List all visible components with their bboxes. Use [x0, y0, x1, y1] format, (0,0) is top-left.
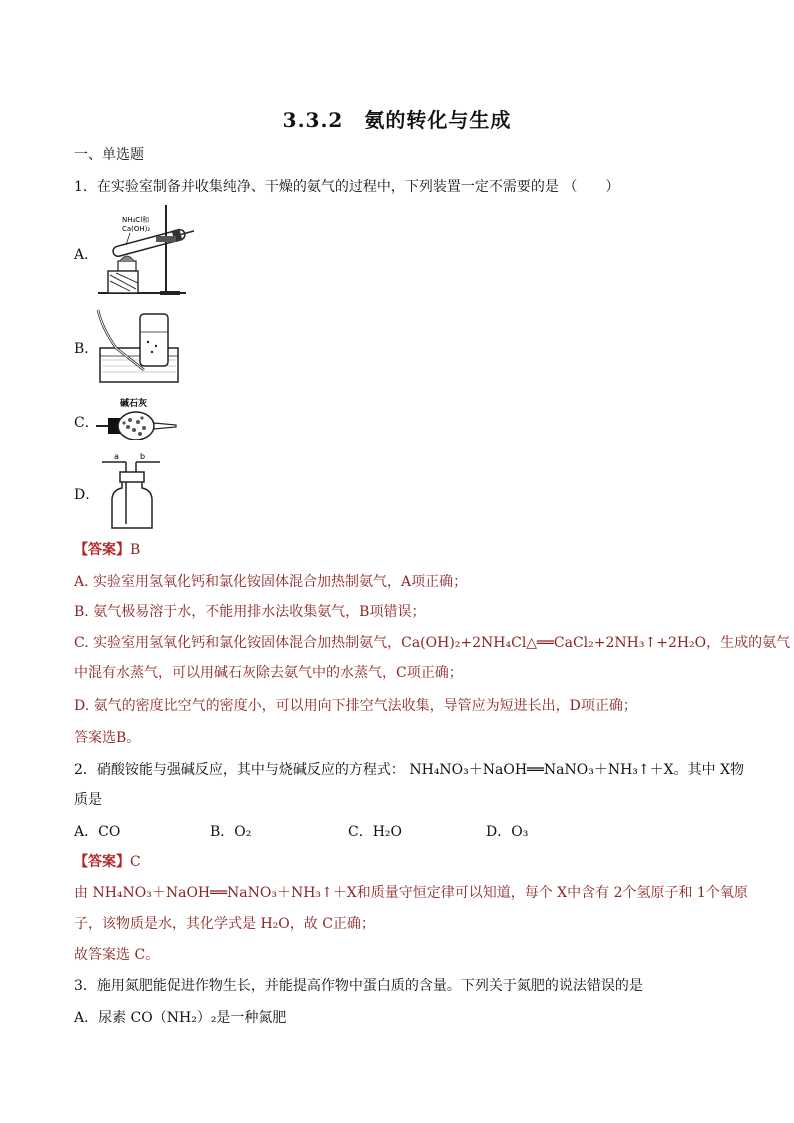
q1-option-c-label: C． [74, 415, 99, 431]
q3-stem: 3．施用氮肥能促进作物生长，并能提高作物中蛋白质的含量。下列关于氮肥的说法错误的是 [74, 978, 643, 994]
reagent-label-1: NH₄Cl和 [122, 216, 150, 224]
reagent-label-2: Ca(OH)₂ [122, 225, 151, 233]
q1-stem: 1．在实验室制备并收集纯净、干燥的氨气的过程中，下列装置一定不需要的是 （ ） [74, 179, 620, 195]
tube-a-label: a [114, 452, 119, 461]
gas-bottle-figure [96, 450, 168, 530]
answer-value: B [130, 542, 141, 558]
page-title: 3.3.2 氨的转化与生成 [282, 108, 512, 132]
q1-explain-d: D. 氨气的密度比空气的密度小，可以用向下排空气法收集，导管应为短进长出，D项正确； [74, 698, 637, 714]
q1-answer-line [74, 541, 140, 559]
q2-answer-line [74, 853, 141, 871]
q2-stem-line2: 质是 [74, 792, 102, 808]
q1-explain-c2: 中混有水蒸气，可以用碱石灰除去氨气中的水蒸气，C项正确； [74, 665, 463, 681]
q2-explain-line2: 子，该物质是水，其化学式是 H₂O，故 C正确； [74, 916, 375, 932]
tube-b-label: b [140, 452, 146, 461]
q2-explain-line1: 由 NH₄NO₃＋NaOH══NaNO₃＋NH₃↑＋X和质量守恒定律可以知道，每个 X中含有 2个氢原子和 1个氧原 [74, 885, 748, 901]
q2-option-b: B．O₂ [210, 824, 252, 840]
answer-tag: 【答案】 [74, 542, 130, 558]
q2-option-a: A．CO [74, 824, 121, 840]
q2-stem-line1: 2．硝酸铵能与强碱反应，其中与烧碱反应的方程式： NH₄NO₃＋NaOH══NaNO₃＋NH₃↑＋X。其中 X物 [74, 762, 745, 778]
drying-tube-figure [94, 396, 180, 440]
q1-conclusion: 答案选B。 [74, 730, 141, 746]
soda-lime-label: 碱石灰 [120, 399, 148, 409]
q1-explain-b: B. 氨气极易溶于水，不能用排水法收集氨气，B项错误； [74, 604, 426, 620]
section-heading: 一、单选题 [74, 147, 144, 163]
q1-explain-c1: C. 实验室用氢氧化钙和氯化铵固体混合加热制氨气，Ca(OH)₂+2NH₄Cl△══CaCl₂+2NH₃↑+2H₂O，生成的氨气 [74, 635, 791, 651]
q2-options [0, 821, 794, 841]
q2-option-c: C．H₂O [348, 824, 403, 840]
answer-value: C [130, 854, 141, 870]
answer-tag: 【答案】 [74, 854, 130, 870]
q1-explain-a: A. 实验室用氢氧化钙和氯化铵固体混合加热制氨气，A项正确； [74, 574, 468, 590]
q2-option-d: D．O₃ [486, 824, 529, 840]
heating-apparatus-figure [94, 205, 194, 297]
q3-option-a: A．尿素 CO（NH₂）₂是一种氮肥 [74, 1010, 287, 1026]
water-collection-figure [96, 308, 182, 384]
q1-option-b-label: B． [74, 341, 99, 357]
q2-conclusion: 故答案选 C。 [74, 947, 160, 963]
q1-option-d-label: D． [74, 487, 100, 503]
q1-option-a-label: A． [74, 247, 99, 263]
